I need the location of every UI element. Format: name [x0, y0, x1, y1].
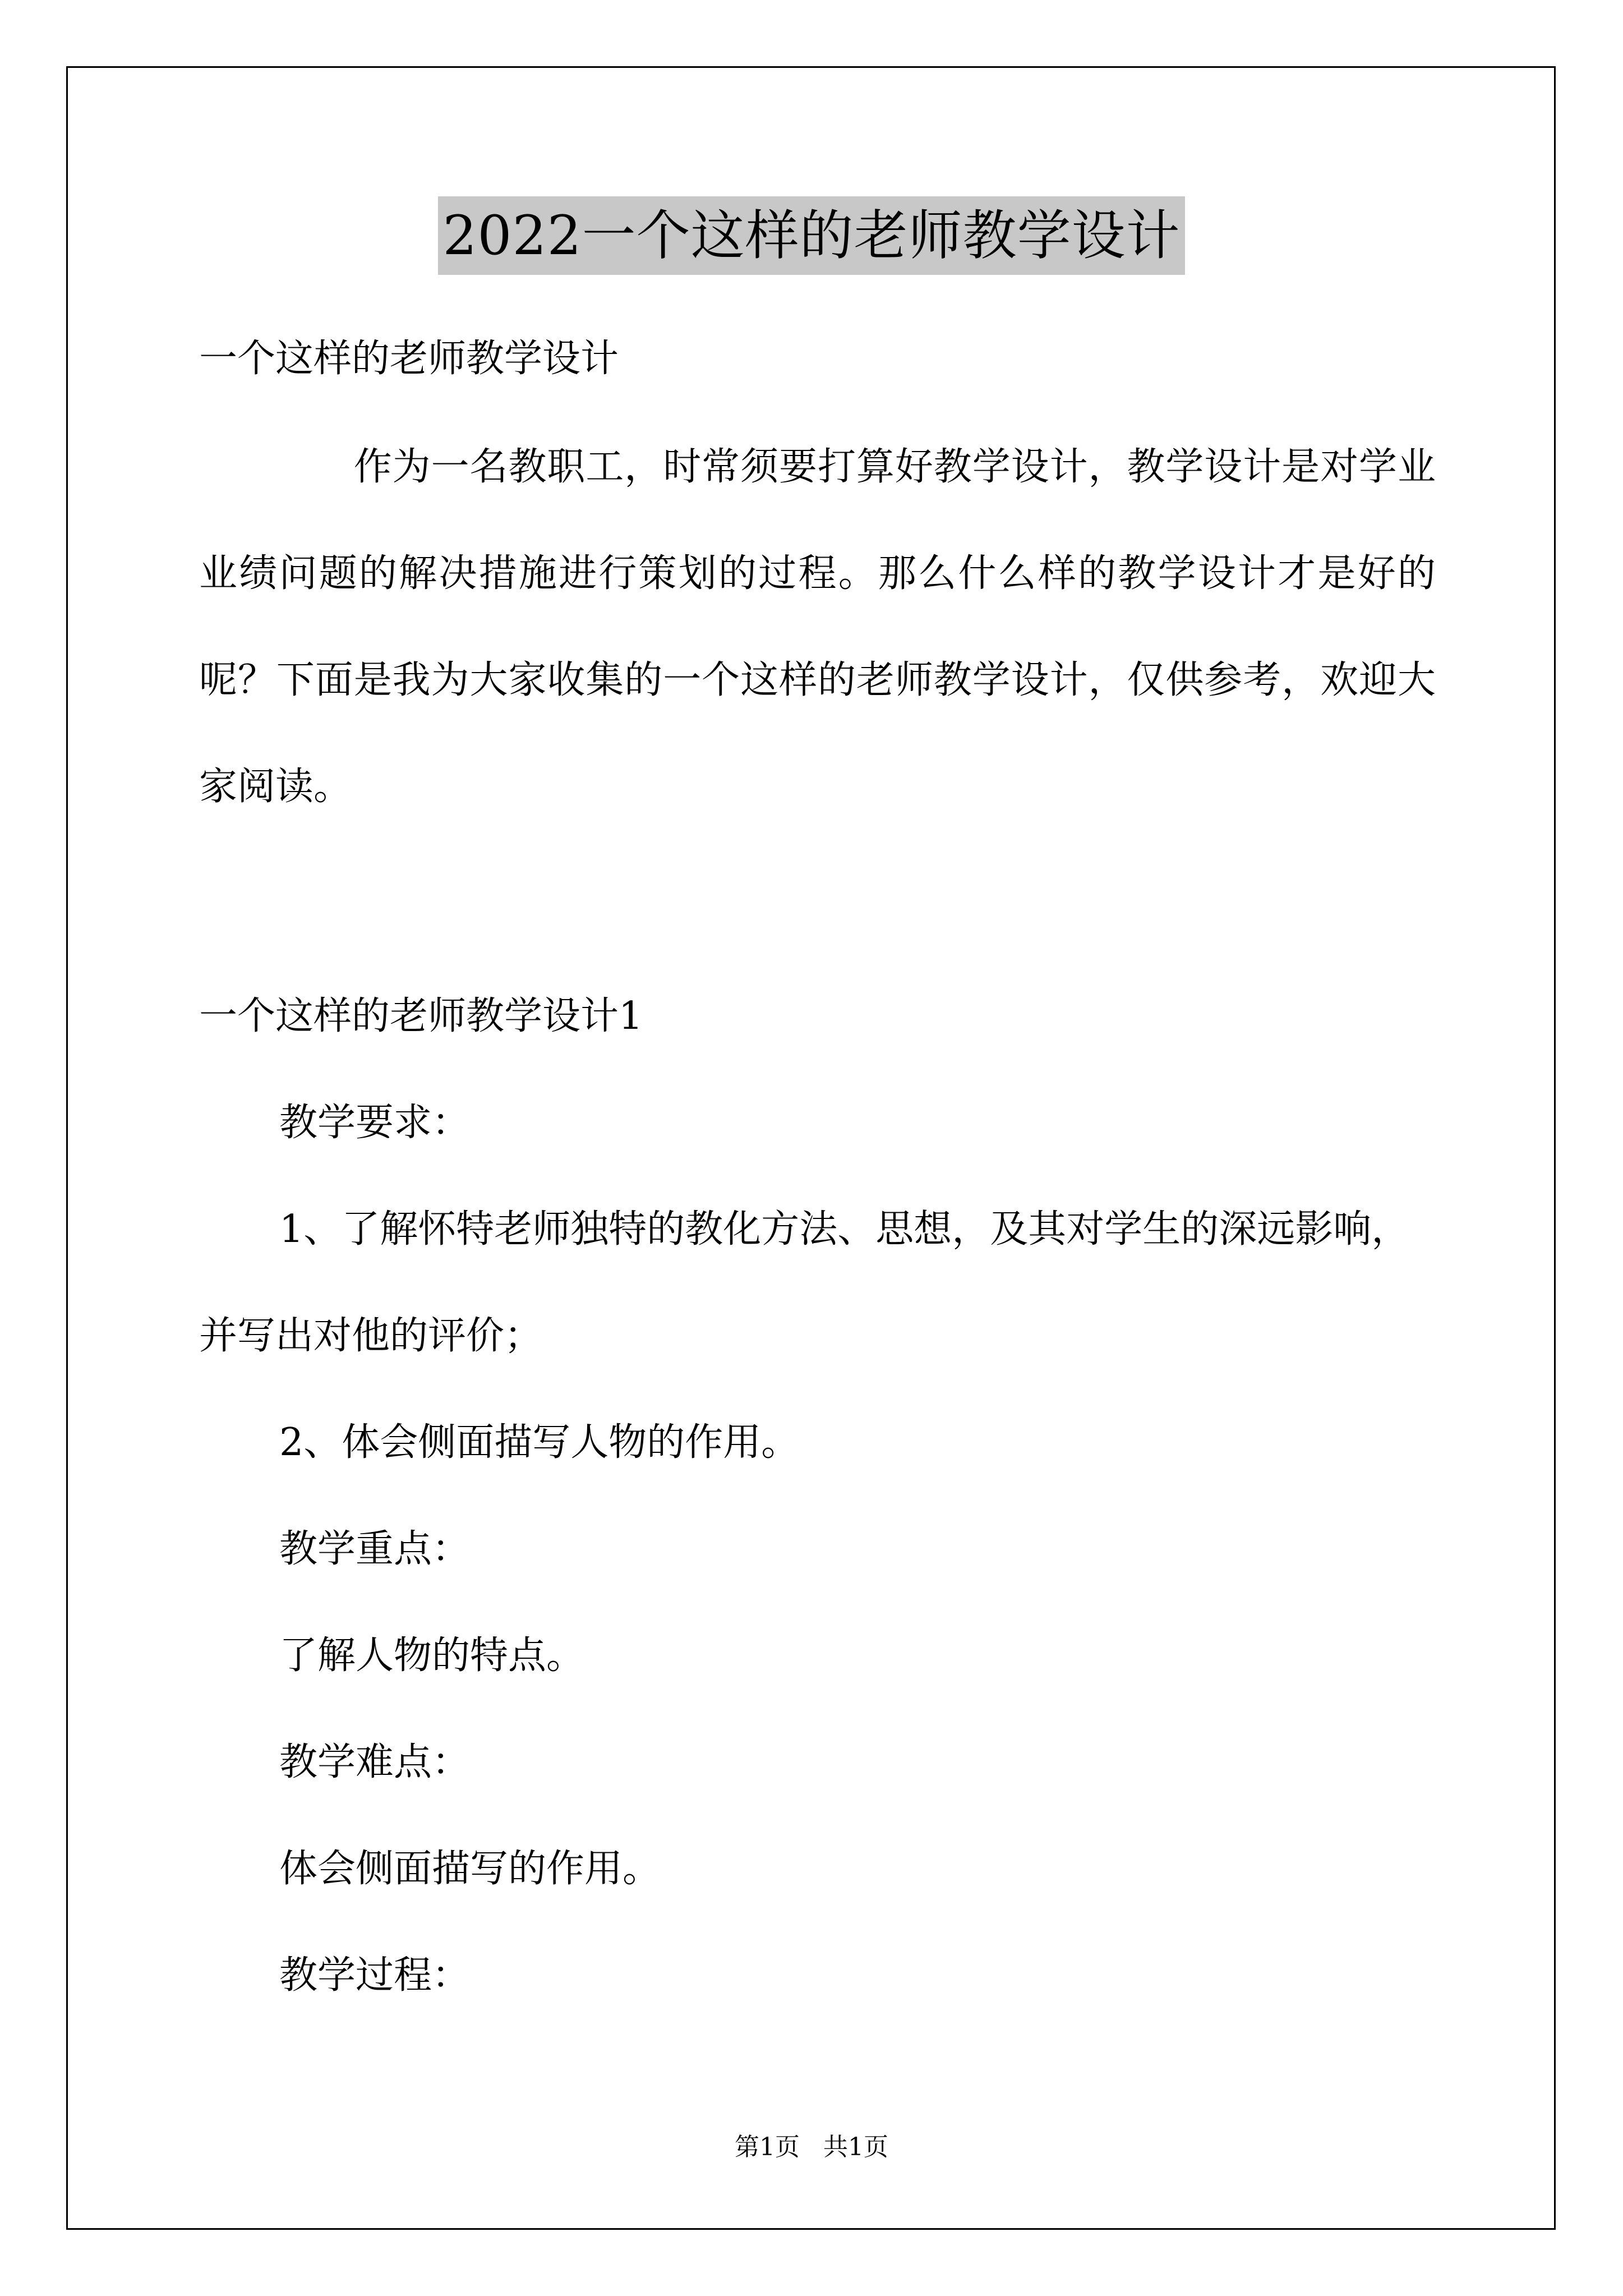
body-line: 并写出对他的评价； — [199, 1314, 543, 1358]
body-line: 体会侧面描写的作用。 — [279, 1847, 661, 1891]
body-line: 教学难点： — [279, 1740, 471, 1784]
page-border — [66, 66, 1556, 2230]
document-title: 2022一个这样的老师教学设计 — [438, 196, 1184, 275]
body-line: 教学要求： — [279, 1101, 471, 1145]
body-line: 教学重点： — [279, 1527, 471, 1571]
body-line: 1、了解怀特老师独特的教化方法、思想，及其对学生的深远影响， — [279, 1207, 1410, 1251]
page-footer — [0, 2131, 1623, 2164]
page-total: 共1页 — [823, 2133, 888, 2161]
title-container — [0, 196, 1623, 275]
subtitle: 一个这样的老师教学设计 — [199, 337, 619, 381]
body-line: 了解人物的特点。 — [279, 1634, 585, 1678]
intro-paragraph: 作为一名教职工，时常须要打算好教学设计，教学设计是对学业业绩问题的解决措施进行策划的过程。那么什么样的教学设计才是好的呢？下面是我为大家收集的一个这样的老师教学设计，仅供参考，欢迎大家阅读。 — [199, 445, 1436, 809]
page-number: 第1页 — [735, 2133, 800, 2161]
body-line: 教学过程： — [279, 1953, 471, 1998]
section-heading: 一个这样的老师教学设计1 — [199, 994, 643, 1038]
body-line: 2、体会侧面描写人物的作用。 — [279, 1420, 800, 1465]
